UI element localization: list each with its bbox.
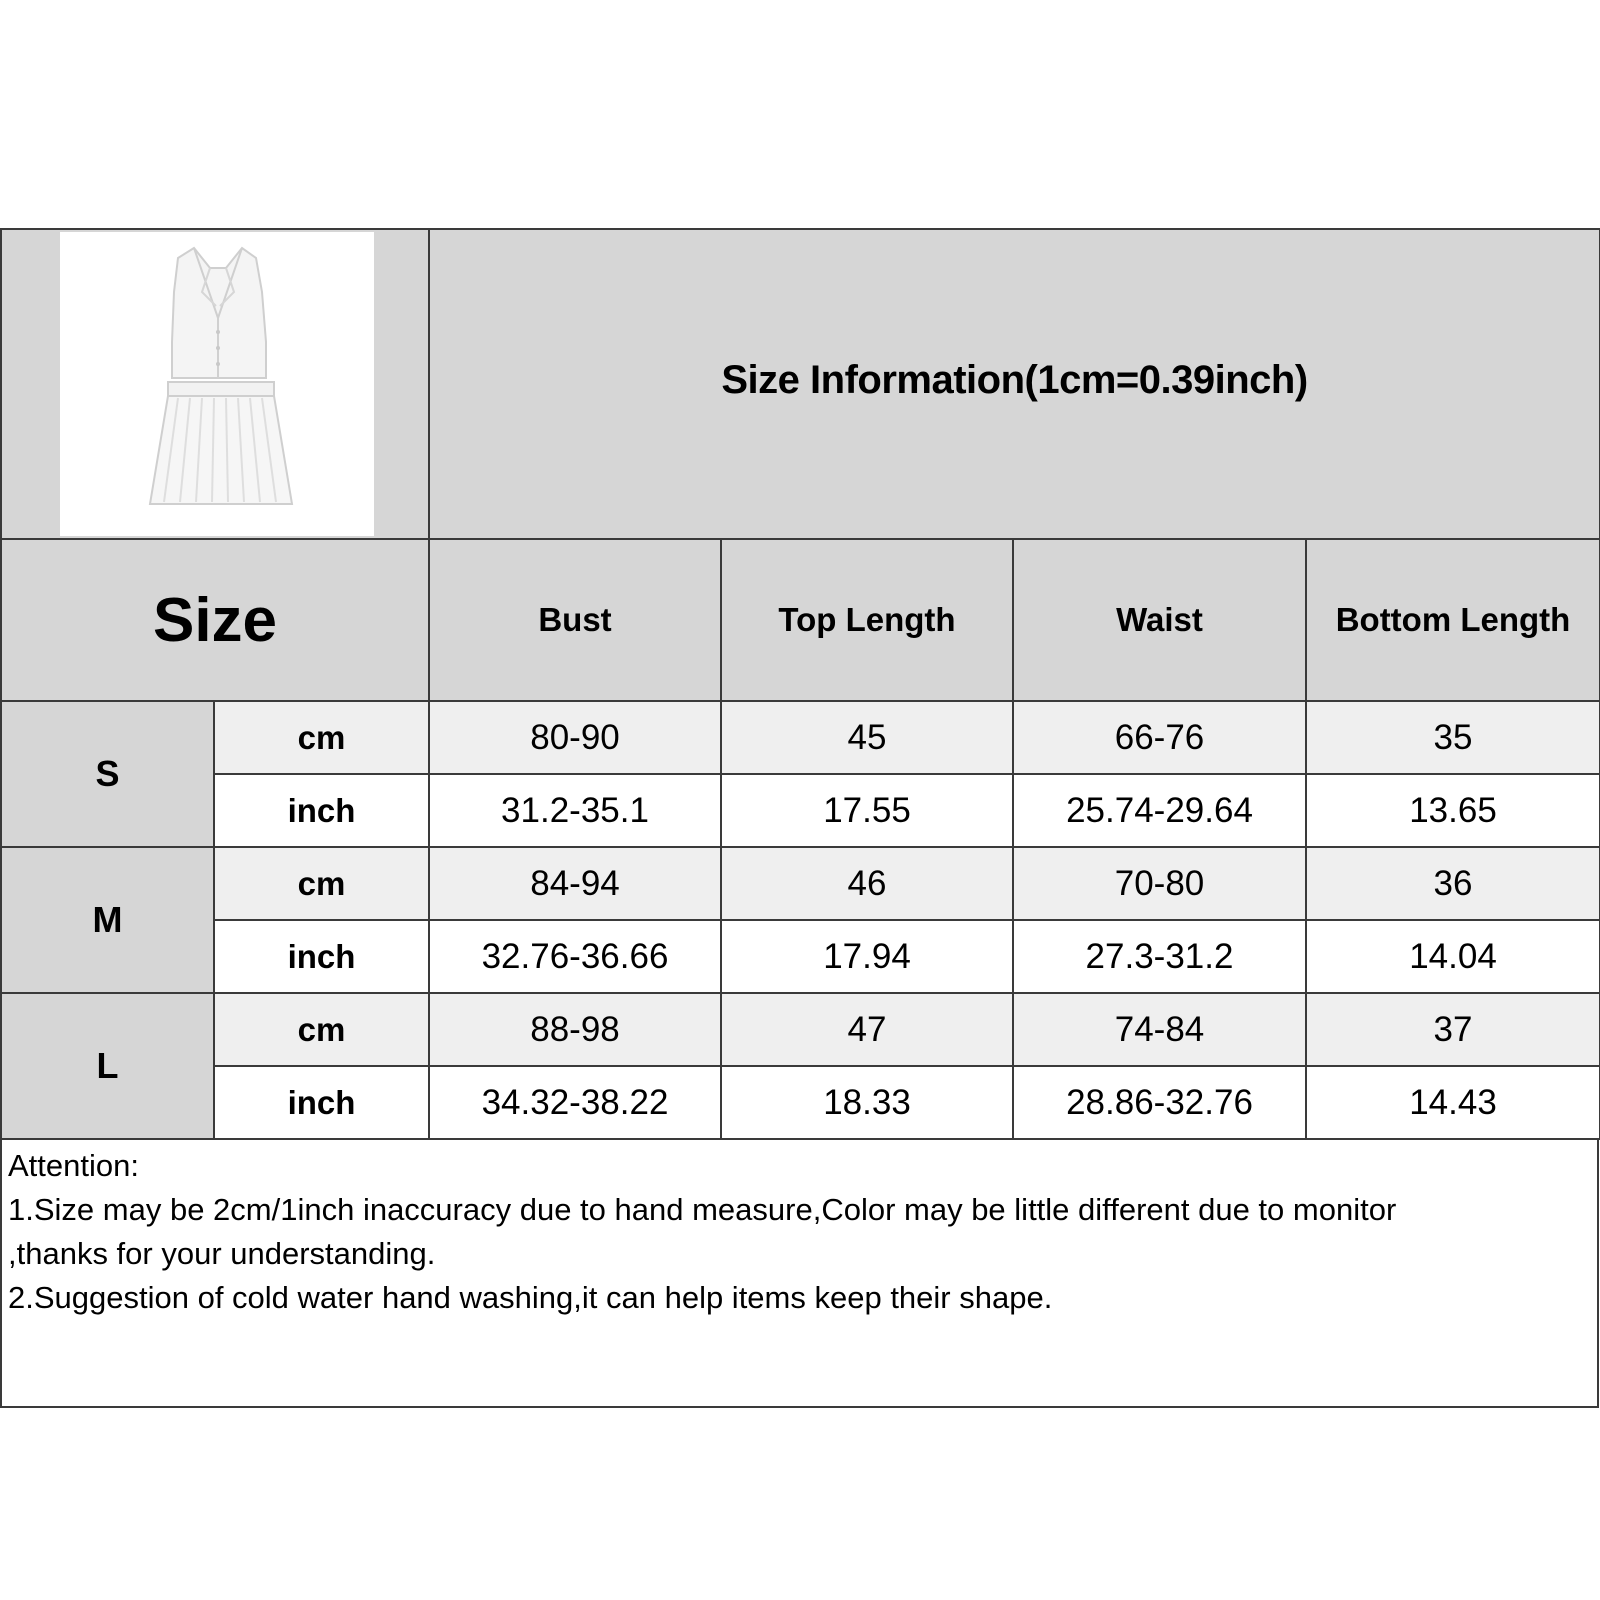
table-cell: 14.43 xyxy=(1306,1066,1600,1139)
table-cell: 14.04 xyxy=(1306,920,1600,993)
product-image-cell xyxy=(1,229,429,539)
table-cell: 32.76-36.66 xyxy=(429,920,721,993)
column-header-waist: Waist xyxy=(1013,539,1306,701)
table-cell: 74-84 xyxy=(1013,993,1306,1066)
size-letter: S xyxy=(95,753,120,794)
size-header-cell xyxy=(1,539,429,701)
product-image xyxy=(60,232,374,536)
column-header-bottom-length: Bottom Length xyxy=(1306,539,1600,701)
unit-label: cm xyxy=(214,701,429,774)
size-header: Size xyxy=(152,585,278,655)
table-row xyxy=(1,993,1600,1066)
table-cell: 18.33 xyxy=(721,1066,1013,1139)
table-cell: 46 xyxy=(721,847,1013,920)
table-cell: 84-94 xyxy=(429,847,721,920)
attention-notes xyxy=(0,1140,1599,1408)
size-letter: L xyxy=(96,1045,119,1086)
table-cell: 31.2-35.1 xyxy=(429,774,721,847)
size-cell-m xyxy=(1,847,214,993)
unit-label: cm xyxy=(214,847,429,920)
table-row xyxy=(1,1066,1600,1139)
table-cell: 36 xyxy=(1306,847,1600,920)
table-cell: 27.3-31.2 xyxy=(1013,920,1306,993)
note-line: ,thanks for your understanding. xyxy=(8,1236,436,1271)
unit-label: cm xyxy=(214,993,429,1066)
table-cell: 47 xyxy=(721,993,1013,1066)
table-row xyxy=(1,847,1600,920)
note-line: 1.Size may be 2cm/1inch inaccuracy due to hand measure,Color may be little different due to monitor xyxy=(8,1192,1397,1227)
unit-label: inch xyxy=(214,920,429,993)
dress-illustration xyxy=(60,232,374,536)
chart-title: Size Information(1cm=0.39inch) xyxy=(721,357,1308,402)
table-cell: 80-90 xyxy=(429,701,721,774)
table-row xyxy=(1,701,1600,774)
table-cell: 25.74-29.64 xyxy=(1013,774,1306,847)
title-cell xyxy=(429,229,1600,539)
table-cell: 17.55 xyxy=(721,774,1013,847)
table-cell: 45 xyxy=(721,701,1013,774)
table-cell: 66-76 xyxy=(1013,701,1306,774)
table-cell: 17.94 xyxy=(721,920,1013,993)
table-cell: 34.32-38.22 xyxy=(429,1066,721,1139)
table-cell: 13.65 xyxy=(1306,774,1600,847)
column-header-bust: Bust xyxy=(429,539,721,701)
table-row xyxy=(1,920,1600,993)
table-cell: 37 xyxy=(1306,993,1600,1066)
size-chart xyxy=(0,228,1599,1408)
column-header-top-length: Top Length xyxy=(721,539,1013,701)
unit-label: inch xyxy=(214,1066,429,1139)
table-cell: 28.86-32.76 xyxy=(1013,1066,1306,1139)
size-cell-l xyxy=(1,993,214,1139)
notes-heading: Attention: xyxy=(8,1148,139,1183)
size-cell-s xyxy=(1,701,214,847)
size-table xyxy=(0,228,1600,1140)
table-cell: 70-80 xyxy=(1013,847,1306,920)
table-cell: 88-98 xyxy=(429,993,721,1066)
table-row xyxy=(1,774,1600,847)
table-cell: 35 xyxy=(1306,701,1600,774)
unit-label: inch xyxy=(214,774,429,847)
size-letter: M xyxy=(92,899,123,940)
note-line: 2.Suggestion of cold water hand washing,it can help items keep their shape. xyxy=(8,1280,1053,1315)
